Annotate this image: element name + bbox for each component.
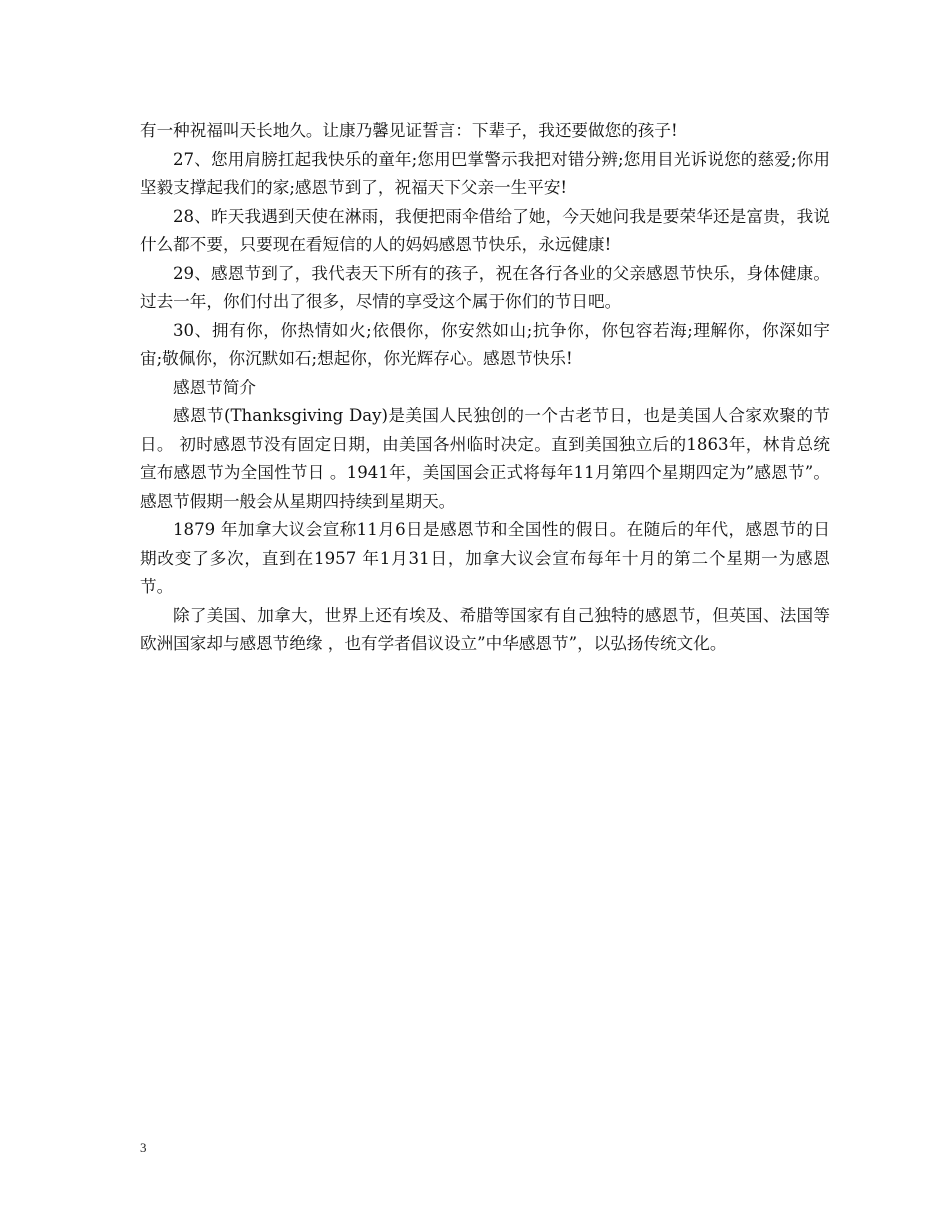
- section-heading: 感恩节简介: [173, 377, 256, 397]
- paragraph-canada-thanksgiving: 1879 年加拿大议会宣称11月6日是感恩节和全国性的假日。在随后的年代，感恩节的日期改变了多次，直到在1957 年1月31日，加拿大议会宣布每年十月的第二个星期一为感恩节。: [140, 520, 830, 596]
- document-body: [140, 117, 830, 659]
- paragraph-wish-27: 27、您用肩膀扛起我快乐的童年;您用巴掌警示我把对错分辨;您用目光诉说您的慈爱;你用坚毅支撑起我们的家;感恩节到了，祝福天下父亲一生平安!: [140, 149, 830, 197]
- paragraph-wish-30: 30、拥有你，你热情如火;依偎你，你安然如山;抗争你，你包容若海;理解你，你深如宇宙;敬佩你，你沉默如石;想起你，你光辉存心。感恩节快乐!: [140, 320, 830, 368]
- paragraph-other-countries: 除了美国、加拿大，世界上还有埃及、希腊等国家有自己独特的感恩节，但英国、法国等欧洲国家却与感恩节绝缘 ，也有学者倡议设立”中华感恩节”，以弘扬传统文化。: [140, 605, 830, 653]
- paragraph-continuation: 有一种祝福叫天长地久。让康乃馨见证誓言：下辈子，我还要做您的孩子!: [140, 121, 678, 140]
- page-number: 3: [140, 1140, 147, 1155]
- paragraph-us-thanksgiving: 感恩节(Thanksgiving Day)是美国人民独创的一个古老节日，也是美国人合家欢聚的节日。 初时感恩节没有固定日期，由美国各州临时决定。直到美国独立后的1863年，林肯总统宣布感恩节为全国性节日 。1941年，美国国会正式将每年11月第四个星期四定为”感恩节”。感恩节假期一般会从星期四持续到星期天。: [140, 406, 830, 511]
- paragraph-wish-28: 28、昨天我遇到天使在淋雨，我便把雨伞借给了她，今天她问我是要荣华还是富贵，我说什么都不要，只要现在看短信的人的妈妈感恩节快乐，永远健康!: [140, 206, 830, 254]
- paragraph-wish-29: 29、感恩节到了，我代表天下所有的孩子，祝在各行各业的父亲感恩节快乐，身体健康。过去一年，你们付出了很多，尽情的享受这个属于你们的节日吧。: [140, 263, 830, 311]
